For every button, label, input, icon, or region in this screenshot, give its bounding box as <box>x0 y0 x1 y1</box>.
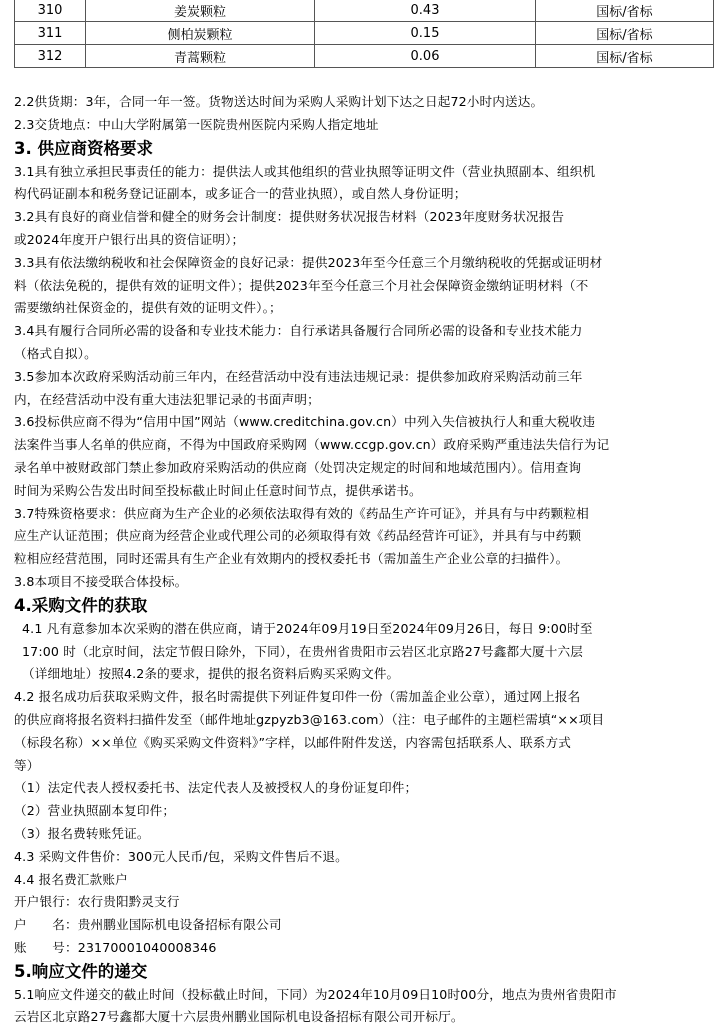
paragraph-line: 4.4 报名费汇款账户 <box>14 871 128 887</box>
paragraph-line: 3.3具有依法缴纳税收和社会保障资金的良好记录：提供2023年至今任意三个月缴纳税收的凭据或证明材 <box>14 254 603 270</box>
paragraph-line: 4.3 采购文件售价：300元人民币/包，采购文件售后不退。 <box>14 848 348 864</box>
table-row <box>15 0 714 22</box>
item-standard-cell: 国标/省标 <box>536 22 714 45</box>
paragraph-line: 4.1 凡有意参加本次采购的潜在供应商，请于2024年09月19日至2024年09月26日，每日 9:00时至 <box>22 620 593 636</box>
paragraph-line: 2.2供货期：3年，合同一年一签。货物送达时间为采购人采购计划下达之日起72小时内送达。 <box>14 94 544 109</box>
paragraph-line: 时间为采购公告发出时间至投标截止时间止任意时间节点，提供承诺书。 <box>14 482 422 498</box>
paragraph-line: 5.1响应文件递交的截止时间（投标截止时间，下同）为2024年10月09日10时00分，地点为贵州省贵阳市 <box>14 986 617 1002</box>
paragraph-line: （标段名称）××单位《购买采购文件资料》”字样，以邮件附件发送，内容需包括联系人、联系方式 <box>14 734 572 750</box>
paragraph-line: 2.3交货地点：中山大学附属第一医院贵州医院内采购人指定地址 <box>14 116 379 132</box>
paragraph-line: 3.4具有履行合同所必需的设备和专业技术能力：自行承诺具备履行合同所必需的设备和专业技术能力 <box>14 323 583 339</box>
section-heading: 5.响应文件的递交 <box>14 961 148 981</box>
paragraph-line: （2）营业执照副本复印件； <box>14 803 176 819</box>
section-heading: 4.采购文件的获取 <box>14 595 148 615</box>
item-name-cell: 侧柏炭颗粒 <box>86 22 315 45</box>
item-standard-cell: 国标/省标 <box>536 45 714 68</box>
paragraph-line: （3）报名费转账凭证。 <box>14 825 150 841</box>
item-name-cell: 青蒿颗粒 <box>86 45 315 68</box>
section-heading: 3. 供应商资格要求 <box>14 138 153 158</box>
paragraph-line: 3.7特殊资格要求：供应商为生产企业的必须依法取得有效的《药品生产许可证》，并具有与中药颗粒相 <box>14 505 589 521</box>
table-row <box>15 22 714 45</box>
paragraph-line: （格式自拟）。 <box>14 345 97 361</box>
paragraph-line: 开户银行：农行贵阳黔灵支行 <box>14 894 180 910</box>
paragraph-line: 应生产认证范围；供应商为经营企业或代理公司的必须取得有效《药品经营许可证》，并具有与中药颗 <box>14 528 582 544</box>
table-row <box>15 45 714 68</box>
paragraph-line: 构代码证副本和税务登记证副本，或多证合一的营业执照），或自然人身份证明； <box>14 186 467 202</box>
item-quantity-cell: 0.43 <box>315 0 536 22</box>
paragraph-line: 法案件当事人名单的供应商，不得为中国政府采购网（www.ccgp.gov.cn）政府采购严重违法失信行为记 <box>14 437 610 453</box>
paragraph-line: 等） <box>14 757 40 773</box>
paragraph-line: 的供应商将报名资料扫描件发至（邮件地址gzpyzb3@163.com）（注：电子邮件的主题栏需填“××项目 <box>14 711 605 727</box>
item-number-cell: 310 <box>15 0 86 22</box>
paragraph-line: 4.2 报名成功后获取采购文件，报名时需提供下列证件复印件一份（需加盖企业公章），通过网上报名 <box>14 689 581 705</box>
paragraph-line: 内，在经营活动中没有重大违法犯罪记录的书面声明； <box>14 391 320 407</box>
item-number-cell: 312 <box>15 45 86 68</box>
paragraph-line: 17:00 时（北京时间，法定节假日除外，下同），在贵州省贵阳市云岩区北京路27号鑫都大厦十六层 <box>22 643 583 659</box>
paragraph-line: 账 号：23170001040008346 <box>14 939 217 955</box>
item-quantity-cell: 0.15 <box>315 22 536 45</box>
paragraph-line: 3.8本项目不接受联合体投标。 <box>14 573 188 589</box>
paragraph-line: 3.6投标供应商不得为“信用中国”网站（www.creditchina.gov.cn）中列入失信被执行人和重大税收违 <box>14 414 596 430</box>
item-name-cell: 姜炭颗粒 <box>86 0 315 22</box>
paragraph-line: 3.1具有独立承担民事责任的能力：提供法人或其他组织的营业执照等证明文件（营业执照副本、组织机 <box>14 163 596 179</box>
paragraph-line: （详细地址）按照4.2条的要求，提供的报名资料后购买采购文件。 <box>22 666 400 682</box>
item-number-cell: 311 <box>15 22 86 45</box>
drug-items-table <box>14 0 714 68</box>
paragraph-line: （1）法定代表人授权委托书、法定代表人及被授权人的身份证复印件； <box>14 780 418 796</box>
item-quantity-cell: 0.06 <box>315 45 536 68</box>
paragraph-line: 录名单中被财政部门禁止参加政府采购活动的供应商（处罚决定规定的时间和地域范围内）。信用查询 <box>14 459 582 475</box>
paragraph-line: 户 名：贵州鹏业国际机电设备招标有限公司 <box>14 917 282 933</box>
paragraph-line: 云岩区北京路27号鑫都大厦十六层贵州鹏业国际机电设备招标有限公司开标厅。 <box>14 1009 464 1025</box>
paragraph-line: 粒相应经营范围，同时还需具有生产企业有效期内的授权委托书（需加盖生产企业公章的扫描件）。 <box>14 551 569 567</box>
document-body <box>14 91 719 1029</box>
paragraph-line: 料（依法免税的，提供有效的证明文件）；提供2023年至今任意三个月社会保障资金缴纳证明材料（不 <box>14 277 589 293</box>
paragraph-line: 需要缴纳社保资金的，提供有效的证明文件）。； <box>14 300 282 316</box>
paragraph-line: 或2024年度开户银行出具的资信证明）； <box>14 231 245 247</box>
paragraph-line: 3.2具有良好的商业信誉和健全的财务会计制度：提供财务状况报告材料（2023年度财务状况报告 <box>14 209 565 225</box>
paragraph-line: 3.5参加本次政府采购活动前三年内，在经营活动中没有违法违规记录：提供参加政府采购活动前三年 <box>14 368 583 384</box>
item-standard-cell: 国标/省标 <box>536 0 714 22</box>
